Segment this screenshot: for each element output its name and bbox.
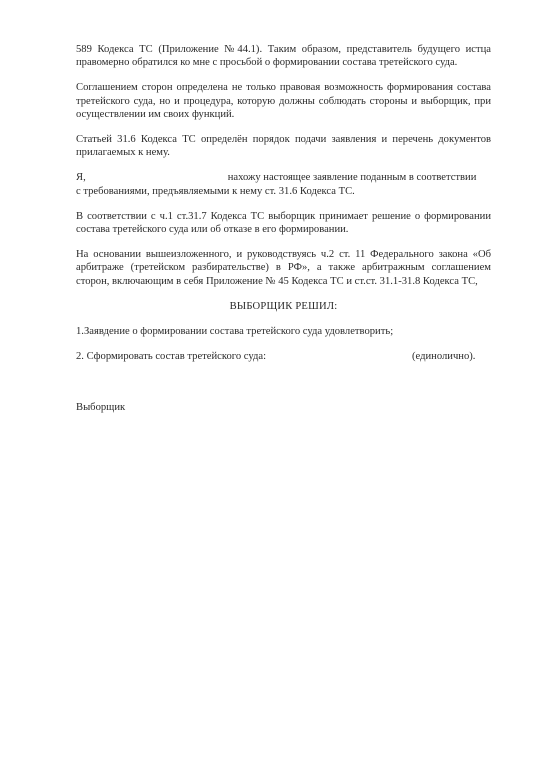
- text-line: третейского суда, но и процедура, которую должны соблюдать стороны и выборщик, при: [76, 95, 491, 107]
- document-body: [76, 43, 491, 415]
- paragraph-osnovanie: [76, 248, 491, 288]
- text-line: [76, 350, 491, 363]
- text-line: Статьей 31.6 Кодекса ТС определён порядок подачи заявления и перечень документов: [76, 134, 491, 146]
- text-line: арбитраже (третейском разбирательстве) в РФ», а также арбитражным соглашением: [76, 262, 491, 274]
- text-fragment: 2. Сформировать состав третейского суда:: [76, 351, 267, 363]
- text-line: На основании вышеизложенного, и руководствуясь ч.2 ст. 11 Федерального закона «Об: [76, 249, 491, 261]
- text-line: с требованиями, предъявляемыми к нему ст. 31.6 Кодекса ТС.: [76, 185, 355, 197]
- text-line: прилагаемых к нему.: [76, 147, 170, 159]
- text-line: 1.Заявдение о формировании состава третейского суда удовлетворить;: [76, 326, 394, 338]
- paragraph-statya-31-6: [76, 133, 491, 159]
- text-fragment: нахожу настоящее заявление поданным в соответствии: [227, 172, 477, 184]
- paragraph-soglashenie: [76, 81, 491, 121]
- decision-heading: ВЫБОРЩИК РЕШИЛ:: [229, 300, 338, 312]
- paragraph-statya-31-7: [76, 210, 491, 236]
- decision-item-2: [76, 350, 491, 363]
- text-fragment: (единолично).: [412, 351, 476, 363]
- text-line: 589 Кодекса ТС (Приложение №44.1). Таким образом, представитель будущего истца: [76, 44, 491, 55]
- pronoun-ya: Я,: [76, 172, 86, 184]
- text-line: [76, 171, 491, 184]
- text-line: состава третейского суда или об отказе в его формировании.: [76, 224, 349, 236]
- signature-label: Выборщик: [76, 402, 126, 414]
- text-line: Соглашением сторон определена не только правовая возможность формирования состава: [76, 82, 491, 94]
- paragraph-ya-nahozhu: [76, 171, 491, 197]
- text-line: осуществлении им своих функций.: [76, 108, 235, 120]
- text-line: В соответствии с ч.1 ст.31.7 Кодекса ТС выборщик принимает решение о формировании: [76, 210, 491, 222]
- text-line: правомерно обратился ко мне с просьбой о формировании состава третейского суда.: [76, 57, 458, 69]
- paragraph-prilozhenie: [76, 43, 491, 69]
- decision-item-1: [76, 325, 491, 338]
- text-line: сторон, включающим в себя Приложение № 45 Кодекса ТС и ст.ст. 31.1-31.8 Кодекса ТС,: [76, 275, 478, 287]
